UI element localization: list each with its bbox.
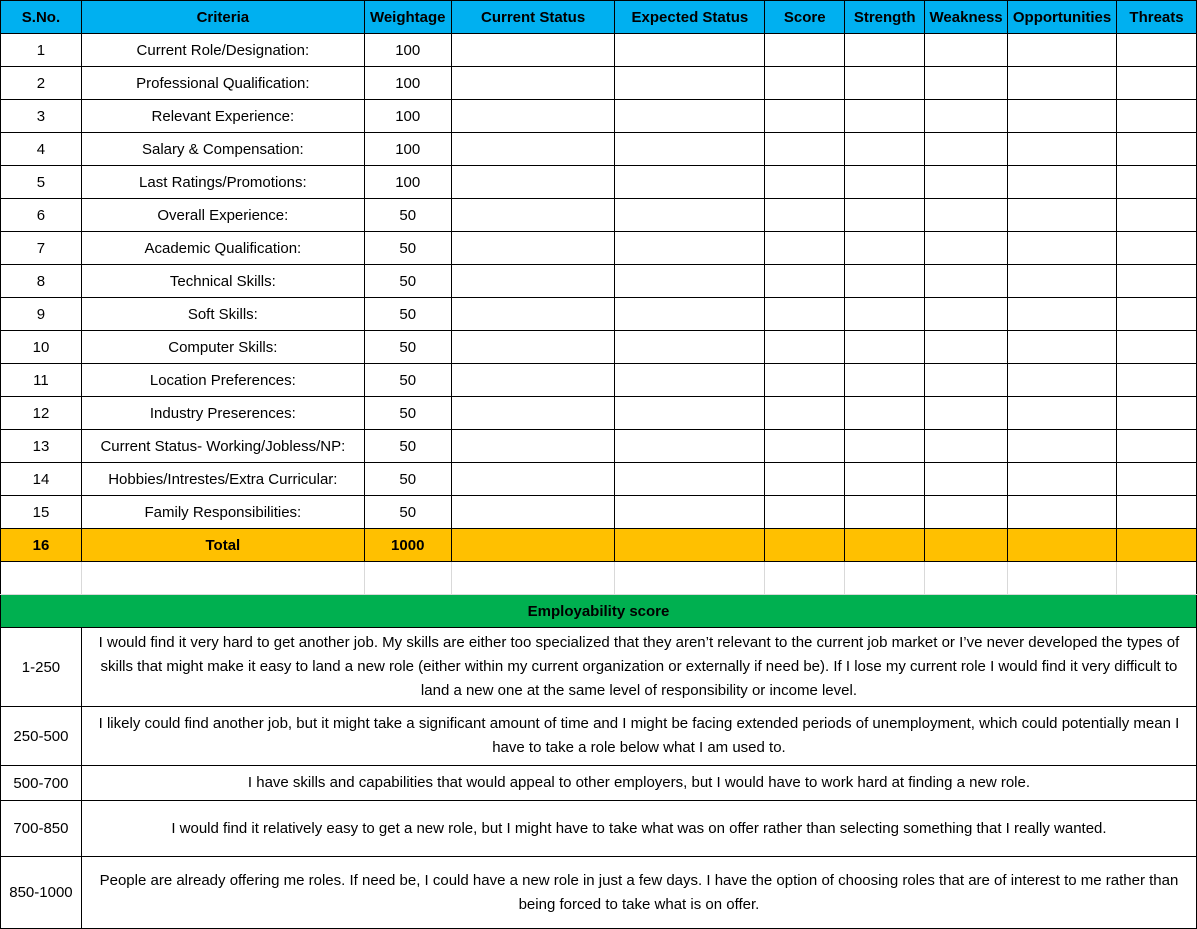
total-current-status-cell[interactable] xyxy=(451,529,615,562)
weakness-cell[interactable] xyxy=(925,199,1008,232)
table-row xyxy=(1,397,1197,430)
strength-cell[interactable] xyxy=(845,34,925,67)
score-cell[interactable] xyxy=(765,364,845,397)
opportunities-cell[interactable] xyxy=(1008,166,1117,199)
table-row xyxy=(1,298,1197,331)
criteria-cell[interactable]: Family Responsibilities: xyxy=(81,496,364,529)
sno-cell[interactable]: 9 xyxy=(1,298,82,331)
expected-status-cell[interactable] xyxy=(615,34,765,67)
total-sno-cell[interactable]: 16 xyxy=(1,529,82,562)
sno-cell[interactable]: 10 xyxy=(1,331,82,364)
threats-cell[interactable] xyxy=(1117,265,1197,298)
threats-cell[interactable] xyxy=(1117,199,1197,232)
expected-status-cell[interactable] xyxy=(615,199,765,232)
table-row xyxy=(1,166,1197,199)
header-cell-sno[interactable]: S.No. xyxy=(1,1,82,34)
score-cell[interactable] xyxy=(765,67,845,100)
threats-cell[interactable] xyxy=(1117,34,1197,67)
current-status-cell[interactable] xyxy=(451,100,615,133)
strength-cell[interactable] xyxy=(845,133,925,166)
table-row xyxy=(1,364,1197,397)
header-cell-criteria[interactable]: Criteria xyxy=(81,1,364,34)
expected-status-cell[interactable] xyxy=(615,67,765,100)
current-status-cell[interactable] xyxy=(451,199,615,232)
opportunities-cell[interactable] xyxy=(1008,430,1117,463)
total-weightage-cell[interactable]: 1000 xyxy=(364,529,451,562)
table-row xyxy=(1,463,1197,496)
weakness-cell[interactable] xyxy=(925,496,1008,529)
strength-cell[interactable] xyxy=(845,199,925,232)
weightage-cell[interactable]: 50 xyxy=(364,397,451,430)
current-status-cell[interactable] xyxy=(451,34,615,67)
weakness-cell[interactable] xyxy=(925,34,1008,67)
expected-status-cell[interactable] xyxy=(615,364,765,397)
table-row xyxy=(1,265,1197,298)
score-cell[interactable] xyxy=(765,199,845,232)
weightage-cell[interactable]: 100 xyxy=(364,67,451,100)
threats-cell[interactable] xyxy=(1117,67,1197,100)
criteria-cell[interactable]: Current Role/Designation: xyxy=(81,34,364,67)
sno-cell[interactable]: 15 xyxy=(1,496,82,529)
criteria-cell[interactable]: Technical Skills: xyxy=(81,265,364,298)
expected-status-cell[interactable] xyxy=(615,232,765,265)
total-threats-cell[interactable] xyxy=(1117,529,1197,562)
band-description-cell[interactable]: I would find it very hard to get another job. My skills are either too specialized that they aren’t relevant to the current job market or I’ve never developed the types of skills that might make it easy to land a new role (either within my current organization or externally if need be). If I lose my current role I would find it very difficult to land a new one at the same level of responsibility or income level. xyxy=(81,628,1196,707)
expected-status-cell[interactable] xyxy=(615,397,765,430)
band-range-cell[interactable]: 1-250 xyxy=(1,628,82,707)
threats-cell[interactable] xyxy=(1117,133,1197,166)
expected-status-cell[interactable] xyxy=(615,331,765,364)
weightage-cell[interactable]: 50 xyxy=(364,265,451,298)
opportunities-cell[interactable] xyxy=(1008,298,1117,331)
weightage-cell[interactable]: 100 xyxy=(364,133,451,166)
opportunities-cell[interactable] xyxy=(1008,265,1117,298)
score-cell[interactable] xyxy=(765,100,845,133)
band-range-cell[interactable]: 250-500 xyxy=(1,707,82,766)
weakness-cell[interactable] xyxy=(925,100,1008,133)
threats-cell[interactable] xyxy=(1117,232,1197,265)
sno-cell[interactable]: 2 xyxy=(1,67,82,100)
threats-cell[interactable] xyxy=(1117,166,1197,199)
strength-cell[interactable] xyxy=(845,265,925,298)
band-range-cell[interactable]: 850-1000 xyxy=(1,857,82,929)
weightage-cell[interactable]: 100 xyxy=(364,166,451,199)
current-status-cell[interactable] xyxy=(451,397,615,430)
weakness-cell[interactable] xyxy=(925,166,1008,199)
weakness-cell[interactable] xyxy=(925,67,1008,100)
opportunities-cell[interactable] xyxy=(1008,133,1117,166)
weightage-cell[interactable]: 50 xyxy=(364,463,451,496)
band-range-cell[interactable]: 700-850 xyxy=(1,801,82,857)
opportunities-cell[interactable] xyxy=(1008,67,1117,100)
sno-cell[interactable]: 13 xyxy=(1,430,82,463)
threats-cell[interactable] xyxy=(1117,364,1197,397)
current-status-cell[interactable] xyxy=(451,67,615,100)
opportunities-cell[interactable] xyxy=(1008,232,1117,265)
weightage-cell[interactable]: 50 xyxy=(364,331,451,364)
strength-cell[interactable] xyxy=(845,232,925,265)
sno-cell[interactable]: 5 xyxy=(1,166,82,199)
table-row xyxy=(1,34,1197,67)
empty-cell[interactable] xyxy=(451,562,615,595)
weakness-cell[interactable] xyxy=(925,133,1008,166)
strength-cell[interactable] xyxy=(845,298,925,331)
opportunities-cell[interactable] xyxy=(1008,100,1117,133)
employability-band-row xyxy=(1,766,1197,801)
opportunities-cell[interactable] xyxy=(1008,463,1117,496)
header-cell-score[interactable]: Score xyxy=(765,1,845,34)
sno-cell[interactable]: 12 xyxy=(1,397,82,430)
spacer-row xyxy=(1,562,1197,595)
opportunities-cell[interactable] xyxy=(1008,199,1117,232)
header-cell-current-status[interactable]: Current Status xyxy=(451,1,615,34)
strength-cell[interactable] xyxy=(845,67,925,100)
band-range-cell[interactable]: 500-700 xyxy=(1,766,82,801)
header-cell-expected-status[interactable]: Expected Status xyxy=(615,1,765,34)
current-status-cell[interactable] xyxy=(451,166,615,199)
current-status-cell[interactable] xyxy=(451,298,615,331)
header-cell-strength[interactable]: Strength xyxy=(845,1,925,34)
weakness-cell[interactable] xyxy=(925,298,1008,331)
table-row xyxy=(1,430,1197,463)
expected-status-cell[interactable] xyxy=(615,298,765,331)
table-row xyxy=(1,496,1197,529)
employability-band-row xyxy=(1,707,1197,766)
criteria-cell[interactable]: Location Preferences: xyxy=(81,364,364,397)
score-cell[interactable] xyxy=(765,298,845,331)
score-cell[interactable] xyxy=(765,397,845,430)
strength-cell[interactable] xyxy=(845,166,925,199)
weightage-cell[interactable]: 50 xyxy=(364,496,451,529)
table-row xyxy=(1,100,1197,133)
table-row xyxy=(1,133,1197,166)
current-status-cell[interactable] xyxy=(451,430,615,463)
weakness-cell[interactable] xyxy=(925,430,1008,463)
opportunities-cell[interactable] xyxy=(1008,34,1117,67)
current-status-cell[interactable] xyxy=(451,133,615,166)
employability-band-row xyxy=(1,801,1197,857)
band-description-cell[interactable]: People are already offering me roles. If need be, I could have a new role in just a few days. I have the option of choosing roles that are of interest to me rather than being forced to take what is on offer. xyxy=(81,857,1196,929)
empty-cell[interactable] xyxy=(1117,562,1197,595)
empty-cell[interactable] xyxy=(765,562,845,595)
score-cell[interactable] xyxy=(765,496,845,529)
criteria-cell[interactable]: Last Ratings/Promotions: xyxy=(81,166,364,199)
score-cell[interactable] xyxy=(765,34,845,67)
weightage-cell[interactable]: 50 xyxy=(364,232,451,265)
table-row xyxy=(1,67,1197,100)
expected-status-cell[interactable] xyxy=(615,133,765,166)
threats-cell[interactable] xyxy=(1117,331,1197,364)
weightage-cell[interactable]: 50 xyxy=(364,298,451,331)
empty-cell[interactable] xyxy=(1008,562,1117,595)
criteria-cell[interactable]: Computer Skills: xyxy=(81,331,364,364)
criteria-cell[interactable]: Academic Qualification: xyxy=(81,232,364,265)
score-cell[interactable] xyxy=(765,331,845,364)
weightage-cell[interactable]: 100 xyxy=(364,100,451,133)
score-cell[interactable] xyxy=(765,133,845,166)
total-expected-status-cell[interactable] xyxy=(615,529,765,562)
band-description-cell[interactable]: I would find it relatively easy to get a new role, but I might have to take what was on offer rather than selecting something that I really wanted. xyxy=(81,801,1196,857)
total-opportunities-cell[interactable] xyxy=(1008,529,1117,562)
employability-band-row xyxy=(1,628,1197,707)
weakness-cell[interactable] xyxy=(925,364,1008,397)
strength-cell[interactable] xyxy=(845,397,925,430)
threats-cell[interactable] xyxy=(1117,298,1197,331)
score-cell[interactable] xyxy=(765,463,845,496)
opportunities-cell[interactable] xyxy=(1008,364,1117,397)
header-cell-weightage[interactable]: Weightage xyxy=(364,1,451,34)
criteria-cell[interactable]: Soft Skills: xyxy=(81,298,364,331)
table-row xyxy=(1,331,1197,364)
weakness-cell[interactable] xyxy=(925,397,1008,430)
employability-title[interactable]: Employability score xyxy=(1,595,1197,628)
strength-cell[interactable] xyxy=(845,364,925,397)
sno-cell[interactable]: 4 xyxy=(1,133,82,166)
strength-cell[interactable] xyxy=(845,496,925,529)
current-status-cell[interactable] xyxy=(451,496,615,529)
empty-cell[interactable] xyxy=(1,562,82,595)
sno-cell[interactable]: 6 xyxy=(1,199,82,232)
total-row xyxy=(1,529,1197,562)
expected-status-cell[interactable] xyxy=(615,265,765,298)
empty-cell[interactable] xyxy=(81,562,364,595)
sno-cell[interactable]: 3 xyxy=(1,100,82,133)
band-description-cell[interactable]: I have skills and capabilities that would appeal to other employers, but I would have to work hard at finding a new role. xyxy=(81,766,1196,801)
strength-cell[interactable] xyxy=(845,331,925,364)
sno-cell[interactable]: 8 xyxy=(1,265,82,298)
employability-band-row xyxy=(1,857,1197,929)
sno-cell[interactable]: 7 xyxy=(1,232,82,265)
score-cell[interactable] xyxy=(765,265,845,298)
table-row xyxy=(1,232,1197,265)
band-description-cell[interactable]: I likely could find another job, but it might take a significant amount of time and I might be facing extended periods of unemployment, which could potentially mean I have to take a role below what I am used to. xyxy=(81,707,1196,766)
criteria-cell[interactable]: Current Status- Working/Jobless/NP: xyxy=(81,430,364,463)
weightage-cell[interactable]: 50 xyxy=(364,364,451,397)
criteria-cell[interactable]: Hobbies/Intrestes/Extra Curricular: xyxy=(81,463,364,496)
strength-cell[interactable] xyxy=(845,100,925,133)
threats-cell[interactable] xyxy=(1117,463,1197,496)
criteria-cell[interactable]: Professional Qualification: xyxy=(81,67,364,100)
current-status-cell[interactable] xyxy=(451,265,615,298)
threats-cell[interactable] xyxy=(1117,100,1197,133)
expected-status-cell[interactable] xyxy=(615,100,765,133)
expected-status-cell[interactable] xyxy=(615,496,765,529)
table-row xyxy=(1,199,1197,232)
criteria-cell[interactable]: Industry Preserences: xyxy=(81,397,364,430)
expected-status-cell[interactable] xyxy=(615,463,765,496)
weakness-cell[interactable] xyxy=(925,232,1008,265)
current-status-cell[interactable] xyxy=(451,232,615,265)
weightage-cell[interactable]: 50 xyxy=(364,199,451,232)
threats-cell[interactable] xyxy=(1117,496,1197,529)
current-status-cell[interactable] xyxy=(451,364,615,397)
header-cell-threats[interactable]: Threats xyxy=(1117,1,1197,34)
sno-cell[interactable]: 1 xyxy=(1,34,82,67)
empty-cell[interactable] xyxy=(925,562,1008,595)
score-cell[interactable] xyxy=(765,232,845,265)
header-cell-weakness[interactable]: Weakness xyxy=(925,1,1008,34)
employability-header-row xyxy=(1,595,1197,628)
threats-cell[interactable] xyxy=(1117,430,1197,463)
current-status-cell[interactable] xyxy=(451,463,615,496)
total-strength-cell[interactable] xyxy=(845,529,925,562)
total-weakness-cell[interactable] xyxy=(925,529,1008,562)
weakness-cell[interactable] xyxy=(925,331,1008,364)
weightage-cell[interactable]: 50 xyxy=(364,430,451,463)
sno-cell[interactable]: 11 xyxy=(1,364,82,397)
score-cell[interactable] xyxy=(765,430,845,463)
weakness-cell[interactable] xyxy=(925,265,1008,298)
weakness-cell[interactable] xyxy=(925,463,1008,496)
strength-cell[interactable] xyxy=(845,430,925,463)
strength-cell[interactable] xyxy=(845,463,925,496)
header-row xyxy=(1,1,1197,34)
expected-status-cell[interactable] xyxy=(615,430,765,463)
total-label-cell[interactable]: Total xyxy=(81,529,364,562)
opportunities-cell[interactable] xyxy=(1008,397,1117,430)
total-score-cell[interactable] xyxy=(765,529,845,562)
empty-cell[interactable] xyxy=(615,562,765,595)
score-cell[interactable] xyxy=(765,166,845,199)
opportunities-cell[interactable] xyxy=(1008,496,1117,529)
header-cell-opportunities[interactable]: Opportunities xyxy=(1008,1,1117,34)
current-status-cell[interactable] xyxy=(451,331,615,364)
threats-cell[interactable] xyxy=(1117,397,1197,430)
weightage-cell[interactable]: 100 xyxy=(364,34,451,67)
empty-cell[interactable] xyxy=(364,562,451,595)
criteria-cell[interactable]: Salary & Compensation: xyxy=(81,133,364,166)
criteria-cell[interactable]: Relevant Experience: xyxy=(81,100,364,133)
sno-cell[interactable]: 14 xyxy=(1,463,82,496)
empty-cell[interactable] xyxy=(845,562,925,595)
expected-status-cell[interactable] xyxy=(615,166,765,199)
criteria-cell[interactable]: Overall Experience: xyxy=(81,199,364,232)
opportunities-cell[interactable] xyxy=(1008,331,1117,364)
